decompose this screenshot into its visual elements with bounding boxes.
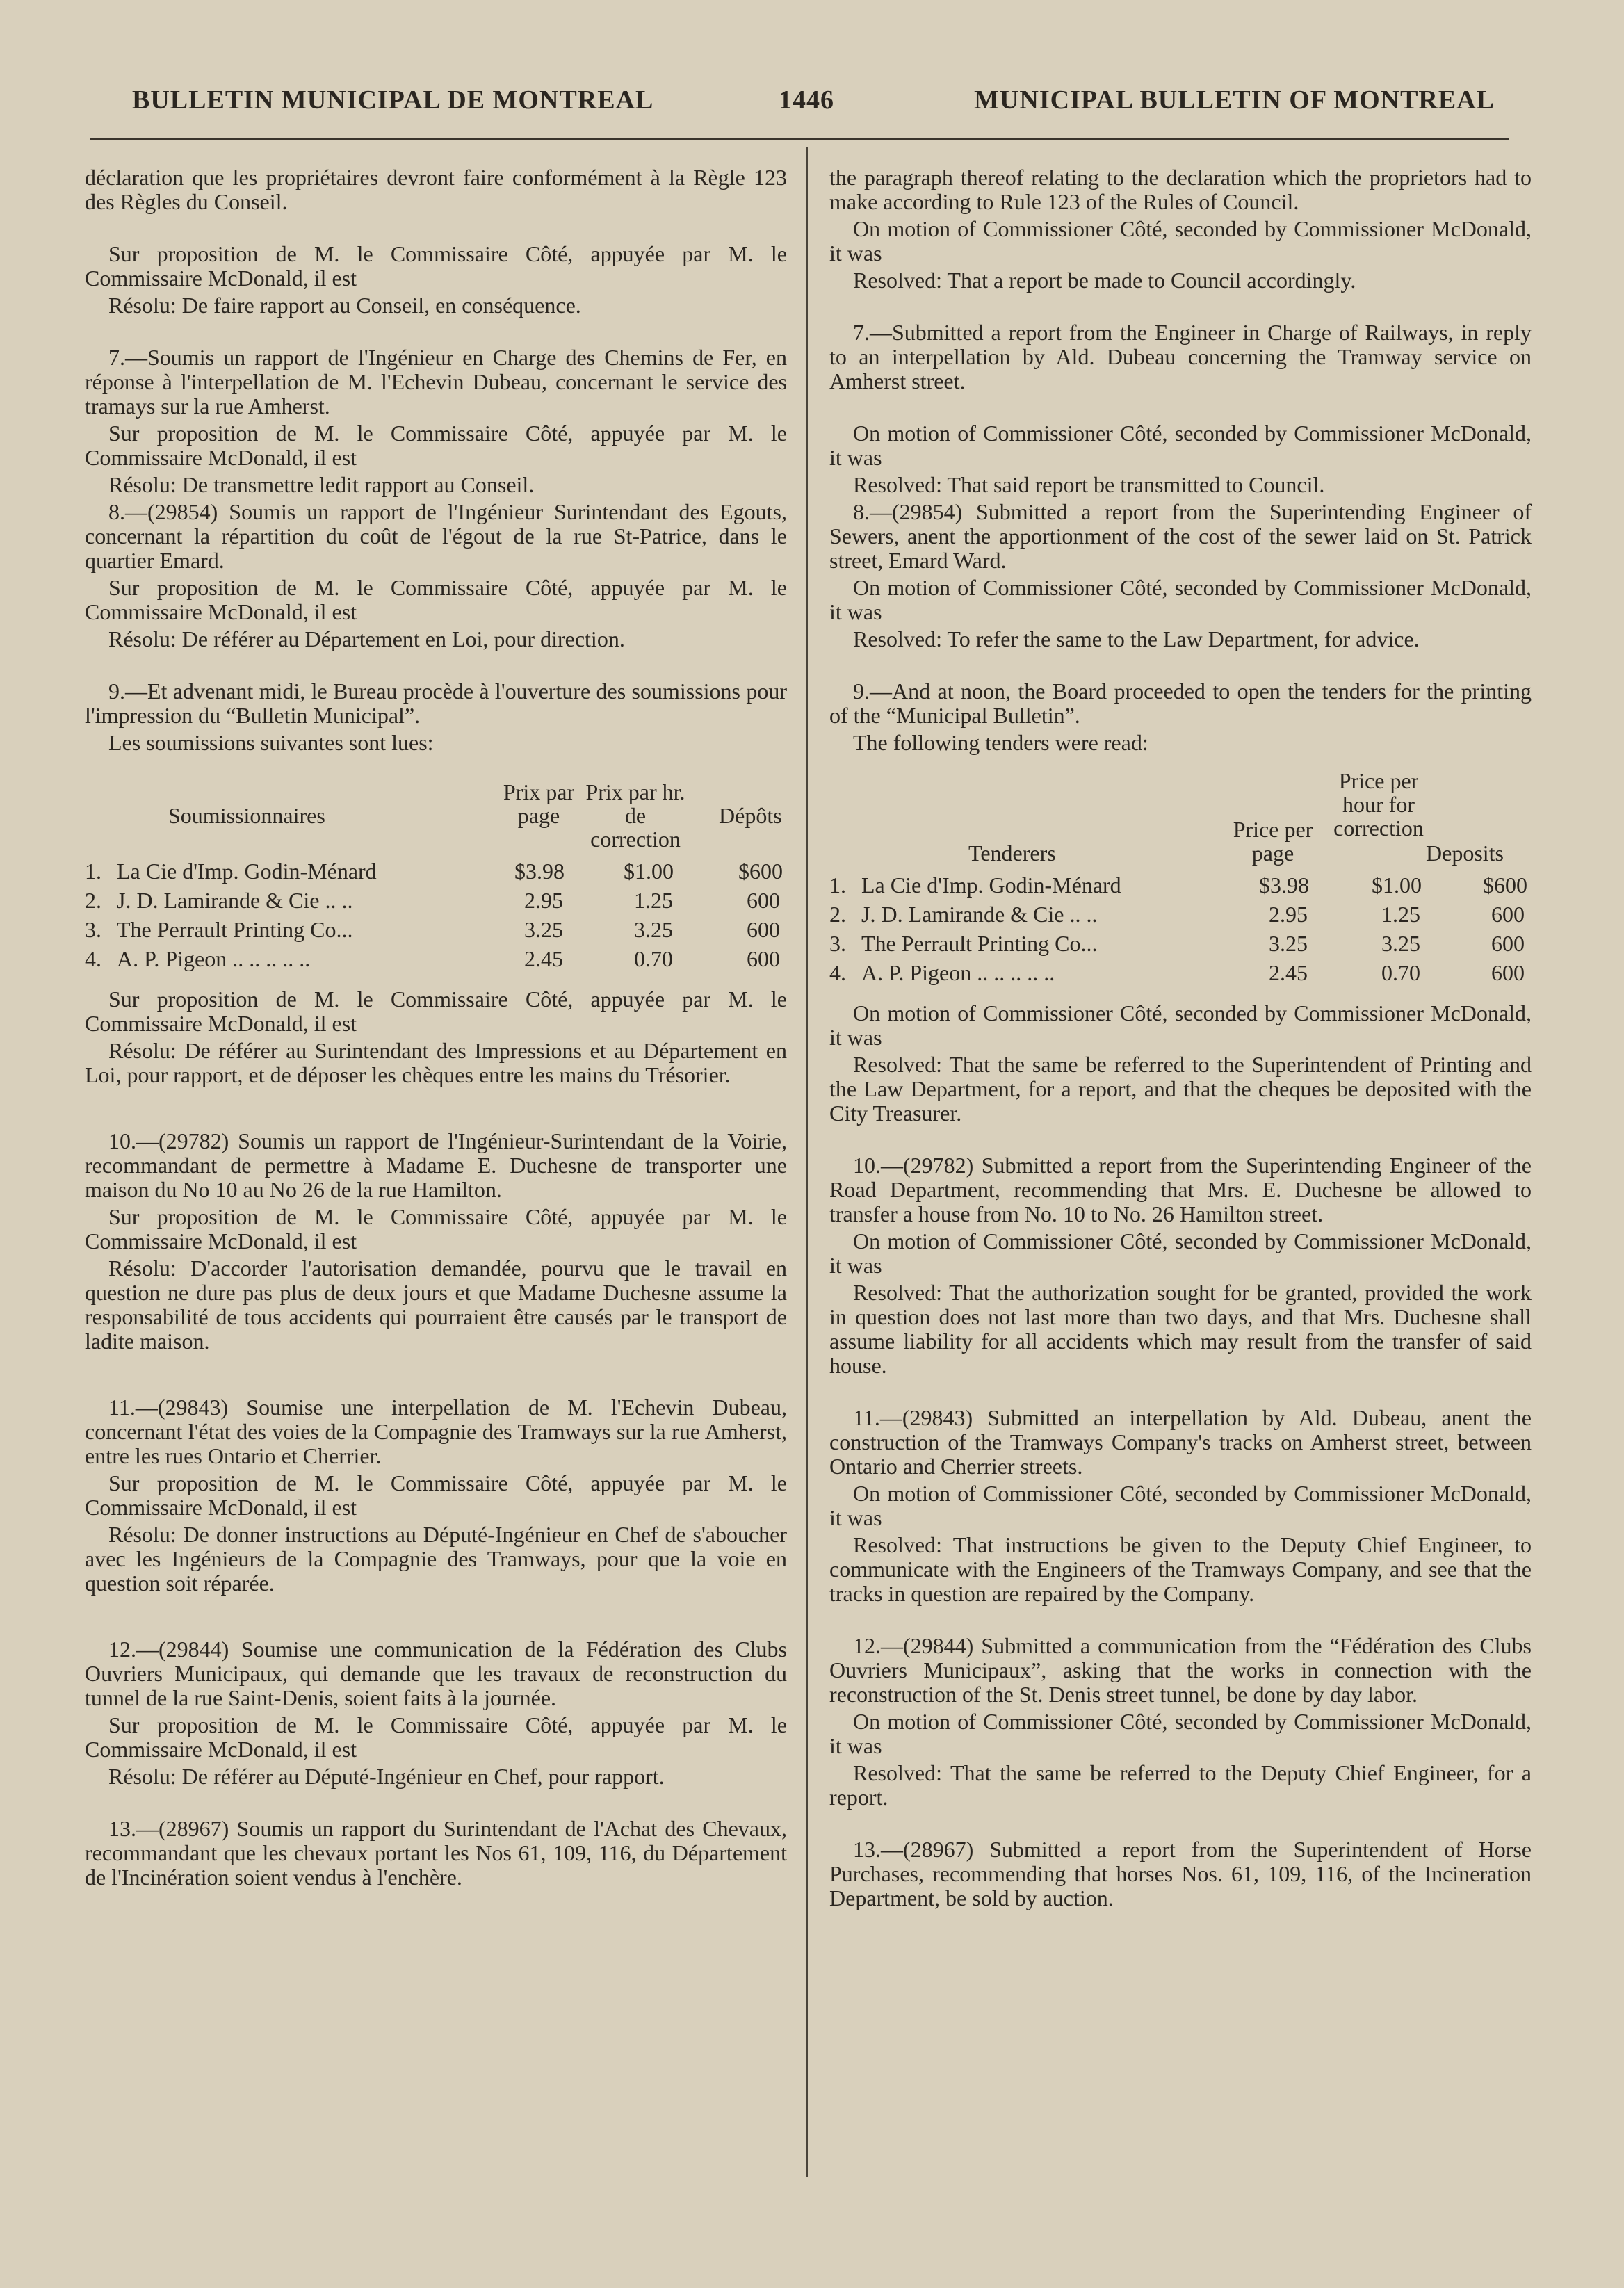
item-12: 12.—(29844) Soumise une communication de la Fédération des Clubs Ouvriers Municipaux, qui demande que les travaux de reconstruction du tunnel de la rue Saint-Denis, soient faits à la journée. xyxy=(85,1637,787,1710)
price-per-page: 3.25 xyxy=(1269,931,1308,956)
table-header xyxy=(85,769,787,859)
english-column xyxy=(829,165,1532,1913)
page-number: 1446 xyxy=(779,86,834,115)
resolution-paragraph: Résolu: De référer au Département en Loi, pour direction. xyxy=(108,626,625,651)
deposit: 600 xyxy=(747,946,780,971)
tenderer-name: J. D. Lamirande & Cie .. .. xyxy=(117,888,353,913)
resolution-paragraph: Résolu: De donner instructions au Député-Ingénieur en Chef de s'aboucher avec les Ingénieurs de la Compagnie des Tramways, pour que la voie en question soit réparée. xyxy=(85,1522,787,1596)
item-11: 11.—(29843) Submitted an interpellation by Ald. Dubeau, anent the construction of the Tramways Company's tracks on Amherst street, between Ontario and Cherrier streets. xyxy=(829,1405,1532,1479)
price-per-page: 2.45 xyxy=(524,946,563,971)
tenderer-name: A. P. Pigeon .. .. .. .. .. xyxy=(117,946,311,971)
row-number: 1. xyxy=(829,873,846,898)
table-row xyxy=(829,873,1532,902)
motion-paragraph: Sur proposition de M. le Commissaire Côté, appuyée par M. le Commissaire McDonald, il est xyxy=(85,1470,787,1520)
table-row xyxy=(85,947,787,976)
item-7: 7.—Soumis un rapport de l'Ingénieur en Charge des Chemins de Fer, en réponse à l'interpellation de M. l'Echevin Dubeau, concernant le service des tramays sur la rue Amherst. xyxy=(85,345,787,419)
item-9: 9.—Et advenant midi, le Bureau procède à l'ouverture des soumissions pour l'impression du “Bulletin Municipal”. xyxy=(85,679,787,728)
price-per-page: $3.98 xyxy=(514,859,565,884)
deposit: 600 xyxy=(747,917,780,942)
motion-paragraph: Sur proposition de M. le Commissaire Côté, appuyée par M. le Commissaire McDonald, il est xyxy=(85,987,787,1036)
header-title-french: BULLETIN MUNICIPAL DE MONTREAL xyxy=(132,86,654,115)
row-number: 4. xyxy=(85,946,102,971)
header-deposits: Dépôts xyxy=(719,803,782,828)
price-correction: 3.25 xyxy=(634,917,673,942)
price-correction: 0.70 xyxy=(1381,960,1420,985)
tenders-intro: The following tenders were read: xyxy=(853,730,1148,755)
item-13: 13.—(28967) Soumis un rapport du Surintendant de l'Achat des Chevaux, recommandant que les chevaux portant les Nos 61, 109, 116, du Département de l'Incinération soient vendus à l'enchère. xyxy=(85,1816,787,1890)
header-correction: Prix par hr. de correction xyxy=(585,779,685,852)
price-per-page: 3.25 xyxy=(524,917,563,942)
resolution-paragraph: Resolved: That said report be transmitted to Council. xyxy=(853,472,1325,497)
price-correction: 1.25 xyxy=(1381,902,1420,927)
table-header xyxy=(829,769,1532,873)
resolution-paragraph: Resolved: That instructions be given to the Deputy Chief Engineer, to communicate with the Engineers of the Tramways Company, and see that the tracks in question are repaired by the Company. xyxy=(829,1532,1532,1606)
tenders-table-english xyxy=(829,769,1532,990)
deposit: 600 xyxy=(1491,960,1525,985)
deposit: 600 xyxy=(1491,931,1525,956)
header-tenderers: Tenderers xyxy=(968,841,1056,866)
tenders-table-french xyxy=(85,769,787,976)
table-row xyxy=(85,889,787,918)
motion-paragraph: On motion of Commissioner Côté, seconded by Commissioner McDonald, it was xyxy=(829,1709,1532,1758)
paragraph: the paragraph thereof relating to the declaration which the proprietors had to make according to Rule 123 of the Rules of Council. xyxy=(829,165,1532,214)
row-number: 3. xyxy=(85,917,102,942)
header-price: Prix par page xyxy=(503,779,575,828)
item-8: 8.—(29854) Soumis un rapport de l'Ingénieur Surintendant des Egouts, concernant la répartition du coût de l'égout de la rue St-Patrice, dans le quartier Emard. xyxy=(85,499,787,573)
resolution-paragraph: Résolu: De transmettre ledit rapport au Conseil. xyxy=(108,472,535,497)
motion-paragraph: Sur proposition de M. le Commissaire Côté, appuyée par M. le Commissaire McDonald, il est xyxy=(85,1204,787,1253)
row-number: 2. xyxy=(85,888,102,913)
deposit: $600 xyxy=(738,859,783,884)
price-per-page: $3.98 xyxy=(1259,873,1309,898)
table-row xyxy=(829,961,1532,990)
item-10: 10.—(29782) Soumis un rapport de l'Ingénieur-Surintendant de la Voirie, recommandant de permettre à Madame E. Duchesne de transporter une maison du No 10 au No 26 de la rue Hamilton. xyxy=(85,1128,787,1202)
tenderer-name: A. P. Pigeon .. .. .. .. .. xyxy=(861,960,1055,985)
row-number: 3. xyxy=(829,931,846,956)
deposit: 600 xyxy=(747,888,780,913)
item-7: 7.—Submitted a report from the Engineer in Charge of Railways, in reply to an interpellation by Ald. Dubeau concerning the Tramway service on Amherst street. xyxy=(829,320,1532,393)
resolution-paragraph: Résolu: D'accorder l'autorisation demandée, pourvu que le travail en question ne dure pas plus de deux jours et que Madame Duchesne assume la responsabilité de tous accidents qui pourraient être causés par le transport de ladite maison. xyxy=(85,1256,787,1354)
paragraph: déclaration que les propriétaires devront faire conformément à la Règle 123 des Règles du Conseil. xyxy=(85,165,787,214)
row-number: 1. xyxy=(85,859,102,884)
price-per-page: 2.95 xyxy=(1269,902,1308,927)
table-row xyxy=(829,932,1532,961)
header-price: Price per page xyxy=(1233,817,1313,866)
item-11: 11.—(29843) Soumise une interpellation de M. l'Echevin Dubeau, concernant l'état des voies de la Compagnie des Tramways sur la rue Amherst, entre les rues Ontario et Cherrier. xyxy=(85,1395,787,1468)
header-title-english: MUNICIPAL BULLETIN OF MONTREAL xyxy=(974,86,1495,115)
motion-paragraph: On motion of Commissioner Côté, seconded by Commissioner McDonald, it was xyxy=(829,1481,1532,1530)
table-row xyxy=(829,902,1532,932)
resolution-paragraph: Resolved: That a report be made to Council accordingly. xyxy=(853,268,1356,293)
price-per-page: 2.95 xyxy=(524,888,563,913)
item-10: 10.—(29782) Submitted a report from the Superintending Engineer of the Road Department, recommending that Mrs. E. Duchesne be allowed to transfer a house from No. 10 to No. 26 Hamilton street. xyxy=(829,1153,1532,1226)
header-rule xyxy=(90,138,1509,140)
tenderer-name: La Cie d'Imp. Godin-Ménard xyxy=(117,859,377,884)
tenderer-name: J. D. Lamirande & Cie .. .. xyxy=(861,902,1098,927)
french-column xyxy=(85,165,787,1892)
motion-paragraph: Sur proposition de M. le Commissaire Côté, appuyée par M. le Commissaire McDonald, il est xyxy=(85,575,787,624)
resolution-paragraph: Resolved: That the same be referred to the Deputy Chief Engineer, for a report. xyxy=(829,1760,1532,1810)
price-correction: 1.25 xyxy=(634,888,673,913)
deposit: 600 xyxy=(1491,902,1525,927)
tenderer-name: The Perrault Printing Co... xyxy=(861,931,1098,956)
deposit: $600 xyxy=(1483,873,1527,898)
item-8: 8.—(29854) Submitted a report from the Superintending Engineer of Sewers, anent the apportionment of the cost of the sewer laid on St. Patrick street, Emard Ward. xyxy=(829,499,1532,573)
tenders-intro: Les soumissions suivantes sont lues: xyxy=(108,730,434,755)
price-correction: 0.70 xyxy=(634,946,673,971)
resolution-paragraph: Résolu: De faire rapport au Conseil, en conséquence. xyxy=(108,293,581,318)
item-9: 9.—And at noon, the Board proceeded to open the tenders for the printing of the “Municipal Bulletin”. xyxy=(829,679,1532,728)
header-deposits: Deposits xyxy=(1426,841,1504,866)
motion-paragraph: Sur proposition de M. le Commissaire Côté, appuyée par M. le Commissaire McDonald, il est xyxy=(85,1712,787,1762)
resolution-paragraph: Resolved: To refer the same to the Law Department, for advice. xyxy=(853,626,1420,651)
column-divider xyxy=(806,147,808,2177)
price-per-page: 2.45 xyxy=(1269,960,1308,985)
resolution-paragraph: Resolved: That the same be referred to the Superintendent of Printing and the Law Department, for a report, and that the cheques be deposited with the City Treasurer. xyxy=(829,1052,1532,1126)
resolution-paragraph: Résolu: De référer au Surintendant des Impressions et au Département en Loi, pour rapport, et de déposer les chèques entre les mains du Trésorier. xyxy=(85,1038,787,1087)
motion-paragraph: On motion of Commissioner Côté, seconded by Commissioner McDonald, it was xyxy=(829,1000,1532,1050)
resolution-paragraph: Resolved: That the authorization sought for be granted, provided the work in question does not last more than two days, and that Mrs. Duchesne shall assume liability for all accidents which may result from the transfer of said house. xyxy=(829,1280,1532,1378)
table-row xyxy=(85,918,787,947)
header-tenderers: Soumissionnaires xyxy=(168,803,325,828)
motion-paragraph: Sur proposition de M. le Commissaire Côté, appuyée par M. le Commissaire McDonald, il est xyxy=(85,241,787,291)
header-correction: Price per hour for correction xyxy=(1333,768,1424,841)
motion-paragraph: On motion of Commissioner Côté, seconded by Commissioner McDonald, it was xyxy=(829,1228,1532,1278)
motion-paragraph: On motion of Commissioner Côté, seconded by Commissioner McDonald, it was xyxy=(829,216,1532,266)
motion-paragraph: On motion of Commissioner Côté, seconded by Commissioner McDonald, it was xyxy=(829,421,1532,470)
tenderer-name: The Perrault Printing Co... xyxy=(117,917,353,942)
price-correction: $1.00 xyxy=(624,859,674,884)
resolution-paragraph: Résolu: De référer au Député-Ingénieur en Chef, pour rapport. xyxy=(108,1764,665,1789)
row-number: 4. xyxy=(829,960,846,985)
motion-paragraph: Sur proposition de M. le Commissaire Côté, appuyée par M. le Commissaire McDonald, il est xyxy=(85,421,787,470)
price-correction: 3.25 xyxy=(1381,931,1420,956)
page-header xyxy=(90,78,1495,120)
table-row xyxy=(85,859,787,889)
row-number: 2. xyxy=(829,902,846,927)
motion-paragraph: On motion of Commissioner Côté, seconded by Commissioner McDonald, it was xyxy=(829,575,1532,624)
item-13: 13.—(28967) Submitted a report from the Superintendent of Horse Purchases, recommending that horses Nos. 61, 109, 116, of the Incineration Department, be sold by auction. xyxy=(829,1837,1532,1910)
item-12: 12.—(29844) Submitted a communication from the “Fédération des Clubs Ouvriers Municipaux”, asking that the works in connection with the reconstruction of the St. Denis street tunnel, be done by day labor. xyxy=(829,1633,1532,1707)
price-correction: $1.00 xyxy=(1372,873,1422,898)
tenderer-name: La Cie d'Imp. Godin-Ménard xyxy=(861,873,1121,898)
